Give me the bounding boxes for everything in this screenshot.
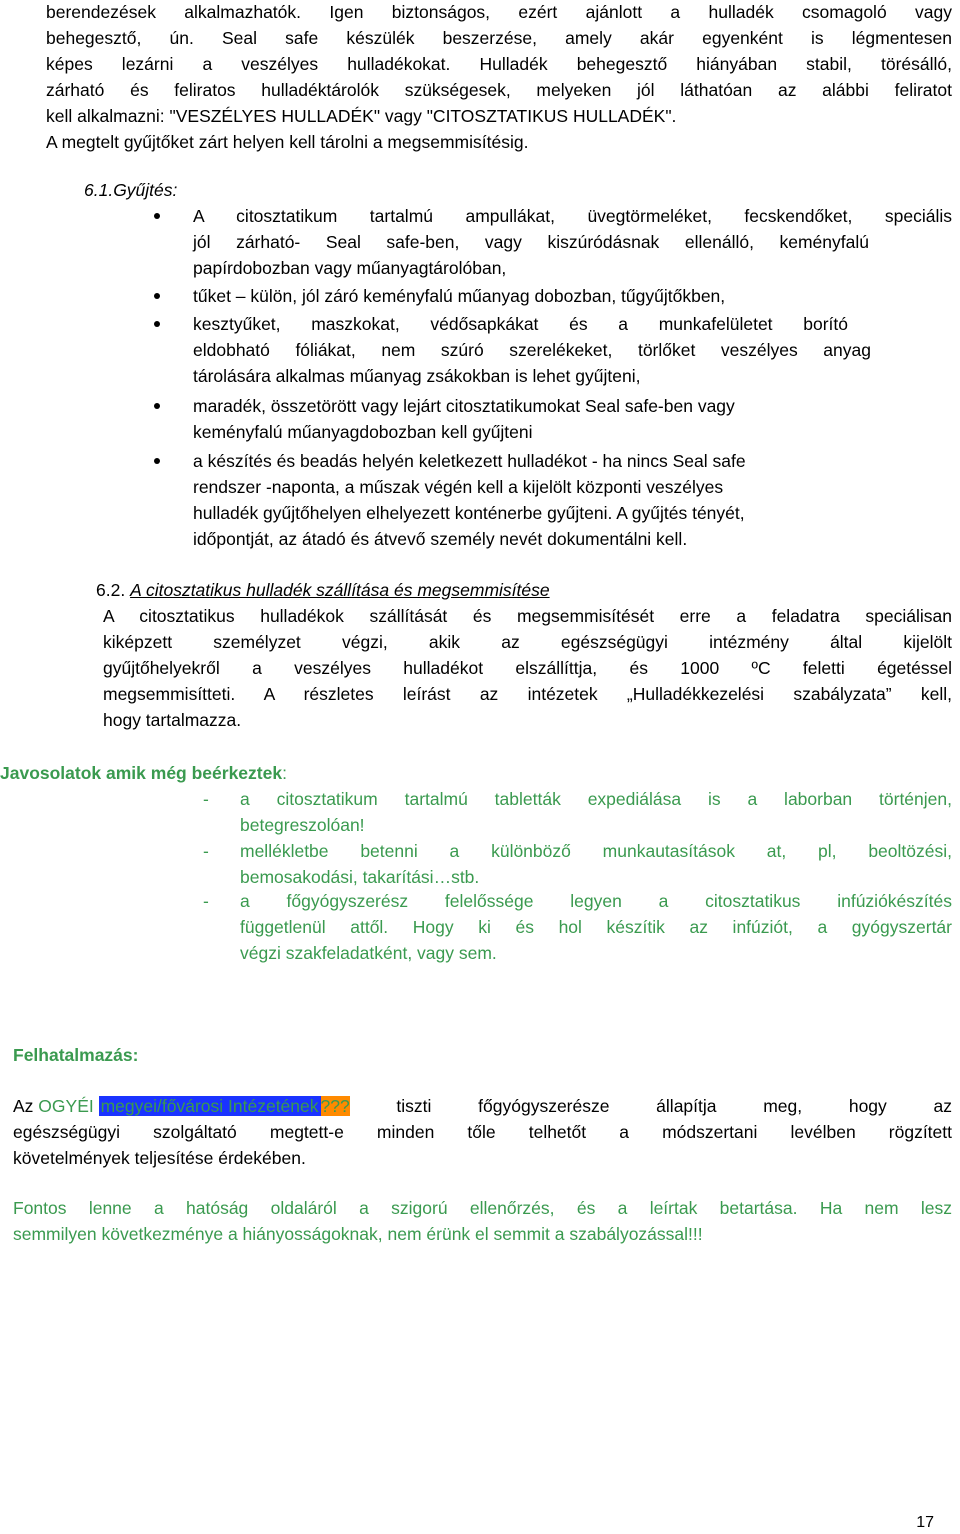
page-number: 17 <box>916 1514 934 1531</box>
intro-line-1: berendezések alkalmazhatók. Igen biztonságos, ezért ajánlott a hulladék csomagoló vagy <box>46 2 952 22</box>
intro-line-3: képes lezárni a veszélyes hulladékokat. Hulladék behegesztő hiányában stabil, törésálló, <box>46 54 952 74</box>
authorization-space <box>94 1096 99 1116</box>
section-6-2-line-5: hogy tartalmazza. <box>103 710 242 730</box>
authorization-p1-line-3: követelmények teljesítése érdekében. <box>13 1148 306 1168</box>
authorization-p1-line-2: egészségügyi szolgáltató megtett-e minden tőle telhetőt a módszertani levélben rögzített <box>13 1122 952 1142</box>
bullet-4-line-2: keményfalú műanyagdobozban kell gyűjteni <box>193 422 533 442</box>
suggestion-3-line-3: végzi szakfeladatként, vagy sem. <box>240 943 497 963</box>
dash-marker: - <box>203 841 209 861</box>
suggestion-2-line-1: mellékletbe betenni a különböző munkautasítások at, pl, beoltözési, <box>240 841 952 861</box>
section-6-1-heading: 6.1.Gyűjtés: <box>84 180 178 200</box>
bullet-icon <box>154 403 160 409</box>
section-6-2-number: 6.2. <box>96 580 126 600</box>
bullet-icon <box>154 321 160 327</box>
authorization-highlight: megyei/fővárosi Intézetének <box>100 1096 319 1116</box>
suggestions-heading-text: Javosolatok amik még beérkeztek <box>0 763 283 783</box>
bullet-1-line-1: A citosztatikum tartalmú ampullákat, üvegtörmeléket, fecskendőket, speciális <box>193 206 952 226</box>
authorization-heading: Felhatalmazás: <box>13 1045 139 1065</box>
authorization-p2-line-1: Fontos lenne a hatóság oldaláról a szigorú ellenőrzés, és a leírtak betartása. Ha nem lesz <box>13 1198 952 1218</box>
suggestion-3-line-1: a főgyógyszerész felelőssége legyen a citosztatikus infúziókészítés <box>240 891 952 911</box>
bullet-1-line-2: jól zárható- Seal safe-ben, vagy kiszúródásnak ellenálló, keményfalú <box>193 232 869 252</box>
authorization-p2-line-2: semmilyen következménye a hiányosságoknak, nem érünk el semmit a szabályozással!!! <box>13 1224 703 1244</box>
suggestion-3-line-2: függetlenül attől. Hogy ki és hol készítik az infúziót, a gyógyszertár <box>240 917 952 937</box>
suggestions-heading <box>0 761 287 785</box>
dash-marker: - <box>203 891 209 911</box>
section-6-2-heading <box>96 578 550 602</box>
intro-line-2: behegesztő, ún. Seal safe készülék beszerzése, amely akár egyenként is légmentesen <box>46 28 952 48</box>
bullet-5-line-4: időpontját, az átadó és átvevő személy nevét dokumentálni kell. <box>193 529 688 549</box>
bullet-3-line-1: kesztyűket, maszkokat, védősapkákat és a munkafelületet borító <box>193 314 848 334</box>
bullet-1-line-3: papírdobozban vagy műanyagtárolóban, <box>193 258 507 278</box>
authorization-p1-start <box>13 1094 350 1118</box>
suggestion-2-line-2: bemosakodási, takarítási…stb. <box>240 867 480 887</box>
authorization-question-marks: ??? <box>320 1096 350 1116</box>
suggestions-heading-colon: : <box>282 763 287 783</box>
authorization-az: Az <box>13 1096 39 1116</box>
section-6-2-line-4: megsemmisítteti. A részletes leírást az intézetek „Hulladékkezelési szabályzata” kell, <box>103 684 952 704</box>
authorization-ogyei: OGYÉI <box>38 1096 94 1116</box>
suggestion-1-line-2: betegreszolóan! <box>240 815 365 835</box>
authorization-p1-line-1 <box>13 1094 952 1118</box>
bullet-2-line-1: tűket – külön, jól záró keményfalú műanyag dobozban, tűgyűjtőkben, <box>193 286 726 306</box>
bullet-5-line-3: hulladék gyűjtőhelyen elhelyezett konténerbe gyűjteni. A gyűjtés tényét, <box>193 503 745 523</box>
bullet-5-line-1: a készítés és beadás helyén keletkezett hulladékot - ha nincs Seal safe <box>193 451 746 471</box>
bullet-3-line-3: tárolására alkalmas műanyag zsákokban is lehet gyűjteni, <box>193 366 641 386</box>
authorization-p1-rest: tiszti főgyógyszerésze állapítja meg, hogy az <box>349 1096 952 1116</box>
section-6-2-line-2: kiképzett személyzet végzi, akik az egészségügyi intézmény által kijelölt <box>103 632 952 652</box>
suggestion-1-line-1: a citosztatikum tartalmú tabletták expediálása is a laborban történjen, <box>240 789 952 809</box>
section-6-2-title: A citosztatikus hulladék szállítása és megsemmisítése <box>130 580 550 600</box>
bullet-icon <box>154 213 160 219</box>
bullet-icon <box>154 458 160 464</box>
dash-marker: - <box>203 789 209 809</box>
section-6-2-line-3: gyűjtőhelyekről a veszélyes hulladékot elszállíttja, és 1000 ºC feletti égetéssel <box>103 658 952 678</box>
section-6-2-line-1: A citosztatikus hulladékok szállítását és megsemmisítését erre a feladatra speciálisan <box>103 606 952 626</box>
intro-line-4: zárható és feliratos hulladéktárolók szükségesek, melyeken jól láthatóan az alábbi feliratot <box>46 80 952 100</box>
bullet-4-line-1: maradék, összetörött vagy lejárt citosztatikumokat Seal safe-ben vagy <box>193 396 735 416</box>
bullet-icon <box>154 293 160 299</box>
intro-line-5: kell alkalmazni: "VESZÉLYES HULLADÉK" vagy "CITOSZTATIKUS HULLADÉK". <box>46 106 677 126</box>
bullet-3-line-2: eldobható fóliákat, nem szúró szerelékeket, törlőket veszélyes anyag <box>193 340 871 360</box>
bullet-5-line-2: rendszer -naponta, a műszak végén kell a kijelölt központi veszélyes <box>193 477 724 497</box>
intro-line-6: A megtelt gyűjtőket zárt helyen kell tárolni a megsemmisítésig. <box>46 132 529 152</box>
